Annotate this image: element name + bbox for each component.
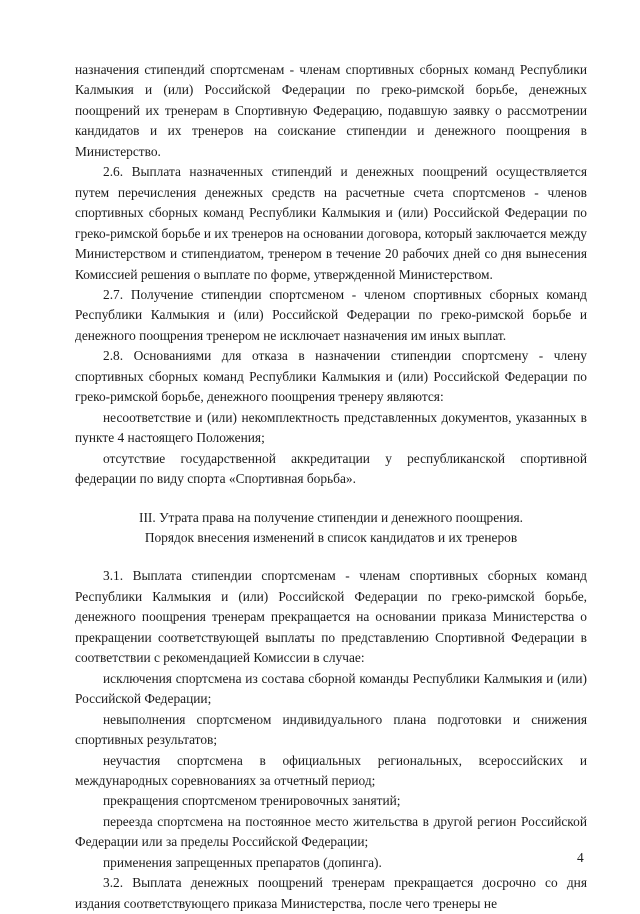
section-heading-line-1: III. Утрата права на получение стипендии и денежного поощрения. (139, 509, 523, 525)
section-heading-line-2: Порядок внесения изменений в список кандидатов и их тренеров (144, 529, 518, 545)
paragraph-3-1-item-6: применения запрещенных препаратов (допинга). (103, 854, 382, 870)
paragraph-2-7: 2.7. Получение стипендии спортсменом - членом спортивных сборных команд Республики Калмыкия и (или) Российской Федерации по греко-римской борьбе и денежного поощрения тренером не исключает назначения им иных выплат. (75, 286, 587, 343)
paragraph-3-1: 3.1. Выплата стипендии спортсменам - членам спортивных сборных команд Республики Калмыкия и (или) Российской Федерации по греко-римской борьбе, денежного поощрения тренерам прекращается на основании приказа Министерства о прекращении соответствующей выплаты по представлению Спортивной Федерации в соответствии с рекомендацией Комиссии в случае: (75, 568, 587, 666)
paragraph-3-1-item-2: невыполнения спортсменом индивидуального плана подготовки и снижения спортивных результатов; (75, 711, 587, 748)
section-heading (75, 508, 587, 549)
document-body (75, 60, 587, 914)
paragraph-2-8-item-2: отсутствие государственной аккредитации у республиканской спортивной федерации по виду спорта «Спортивная борьба». (75, 450, 587, 487)
paragraph-3-1-item-4: прекращения спортсменом тренировочных занятий; (103, 793, 401, 809)
paragraph-3-1-item-3: неучастия спортсмена в официальных региональных, всероссийских и международных соревнованиях за отчетный период; (75, 752, 587, 788)
paragraph-2-8: 2.8. Основаниями для отказа в назначении стипендии спортсмену - члену спортивных сборных команд Республики Калмыкия и (или) Российской Федерации по греко-римской борьбе, денежного поощрения тренеру являются: (75, 348, 587, 405)
paragraph-continuation: назначения стипендий спортсменам - членам спортивных сборных команд Республики Калмыкия и (или) Российской Федерации по греко-римской борьбе, денежных поощрений их тренерам в Спортивную Федерацию, подавшую заявку о рассмотрении кандидатов и их тренеров на соискание стипендии и денежного поощрения в Министерство. (75, 62, 587, 159)
paragraph-3-2: 3.2. Выплата денежных поощрений тренерам прекращается досрочно со дня издания соответствующего приказа Министерства, после чего тренеры не (75, 875, 587, 911)
paragraph-3-1-item-1: исключения спортсмена из состава сборной команды Республики Калмыкия и (или) Российской Федерации; (75, 670, 587, 707)
page-number: 4 (577, 850, 584, 865)
paragraph-2-6: 2.6. Выплата назначенных стипендий и денежных поощрений осуществляется путем перечисления денежных средств на расчетные счета спортсменов - членов спортивных сборных команд Республики Калмыкия и (или) Российской Федерации по греко-римской борьбе и их тренеров на основании договора, который заключается между Министерством и стипендиатом, тренером в течение 20 рабочих дней со дня вынесения Комиссией решения о выплате по форме, утвержденной Министерством. (75, 164, 587, 282)
paragraph-2-8-item-1: несоответствие и (или) некомплектность представленных документов, указанных в пункте 4 настоящего Положения; (75, 409, 587, 446)
paragraph-3-1-item-5: переезда спортсмена на постоянное место жительства в другой регион Российской Федерации или за пределы Российской Федерации; (75, 813, 587, 850)
